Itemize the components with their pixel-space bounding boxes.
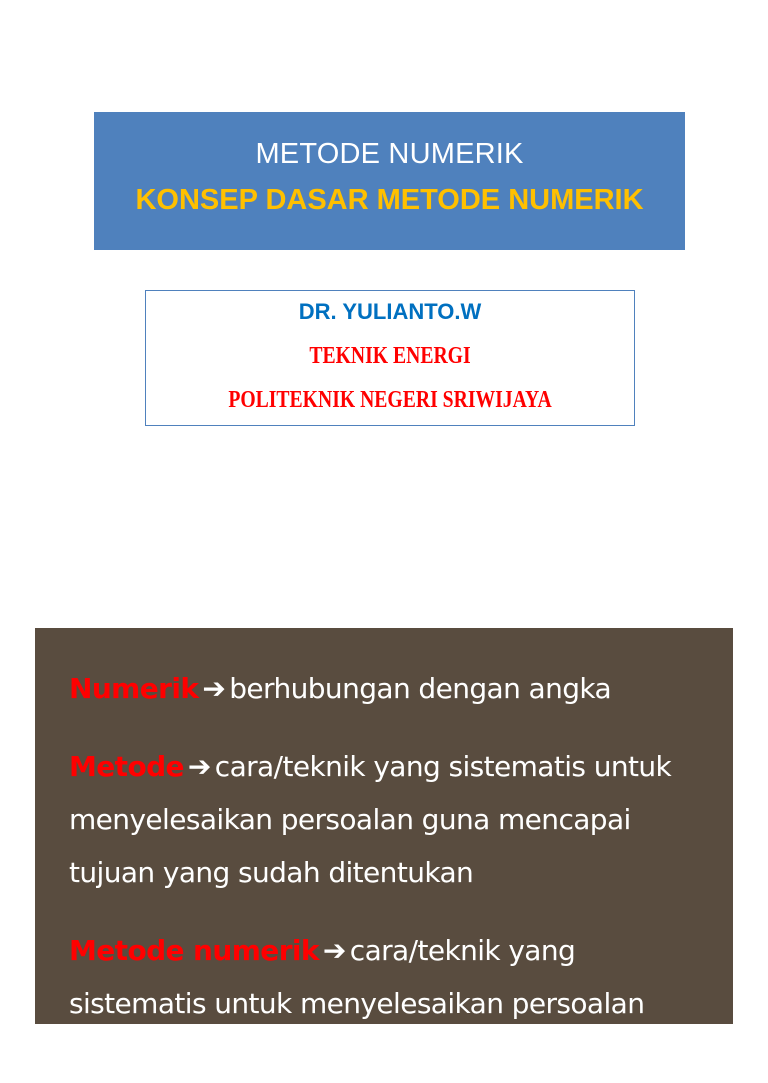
author-box: [145, 290, 635, 426]
page-title: METODE NUMERIK: [255, 138, 524, 170]
department-name: TEKNIK ENERGI: [309, 343, 471, 369]
author-name: DR. YULIANTO.W: [298, 299, 482, 324]
institution-name: POLITEKNIK NEGERI SRIWIJAYA: [228, 387, 552, 413]
definition-term: Metode numerik: [69, 934, 319, 967]
definitions-slide: [35, 628, 733, 1073]
arrow-right-icon: ➔: [202, 672, 226, 705]
definition-text: cara/teknik yang sistematis untuk menyelesaikan persoalan guna mencapai tujuan yang sudah ditentukan: [69, 750, 672, 889]
definition-item: [69, 740, 713, 899]
title-box: [94, 112, 685, 250]
definition-item: [69, 662, 713, 715]
definition-text: berhubungan dengan angka: [229, 672, 612, 705]
arrow-right-icon: ➔: [322, 934, 346, 967]
arrow-right-icon: ➔: [187, 750, 211, 783]
definition-text: cara/teknik yang sistematis untuk menyelesaikan persoalan matematika: [69, 934, 645, 1073]
page-subtitle: KONSEP DASAR METODE NUMERIK: [135, 184, 644, 216]
definition-term: Metode: [69, 750, 184, 783]
definition-term: Numerik: [69, 672, 199, 705]
definition-item: [69, 924, 713, 1083]
